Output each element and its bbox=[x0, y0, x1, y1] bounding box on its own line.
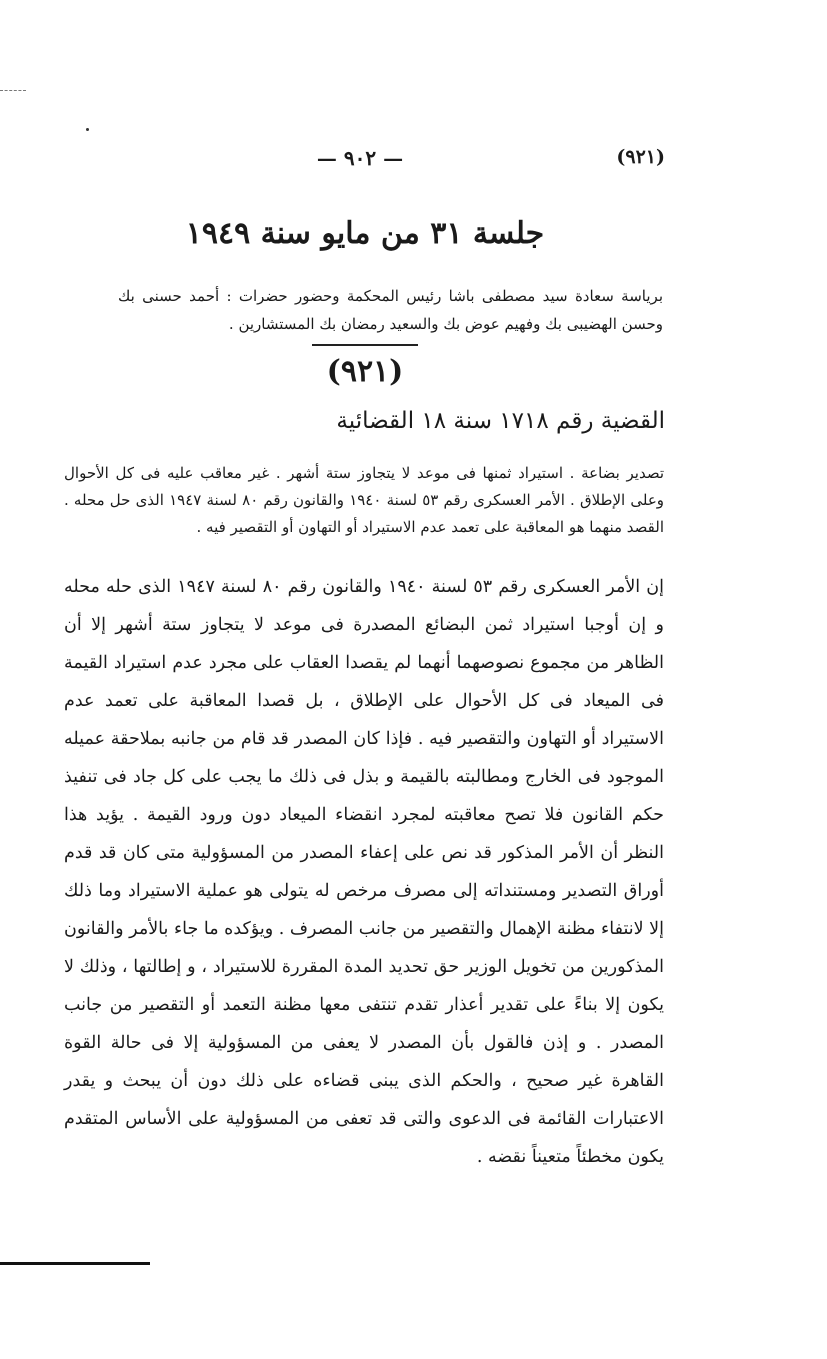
case-divider bbox=[312, 344, 418, 346]
case-summary: تصدير بضاعة . استيراد ثمنها فى موعد لا يتجاوز ستة أشهر . غير معاقب عليه فى كل الأحوال وعلى الإطلاق . الأمر العسكرى رقم ٥٣ لسنة ١٩٤٠ والقانون رقم ٨٠ لسنة ١٩٤٧ الذى حل محله . القصد منهما هو المعاقبة على تعمد عدم الاستيراد أو التهاون أو التقصير فيه . bbox=[64, 464, 665, 536]
case-number: (٩٢١) bbox=[326, 354, 404, 389]
margin-dot bbox=[86, 128, 89, 131]
page-number: — ٩٠٢ — bbox=[316, 146, 404, 170]
presidency-paragraph: برياسة سعادة سيد مصطفى باشا رئيس المحكمة وحضور حضرات : أحمد حسنى بك وحسن الهضيبى بك وفهيم عوض بك والسعيد رمضان بك المستشارين . bbox=[118, 287, 663, 333]
margin-mark bbox=[0, 90, 26, 91]
page-edge-stroke bbox=[0, 1262, 150, 1265]
ruling-paragraph: إن الأمر العسكرى رقم ٥٣ لسنة ١٩٤٠ والقانون رقم ٨٠ لسنة ١٩٤٧ الذى حله محله و إن أوجبا استيراد ثمن البضائع المصدرة فى موعد لا يتجاوز ستة أشهر إلا أن الظاهر من مجموع نصوصهما أنهما لم يقصدا العقاب على مجرد عدم استيراد القيمة فى الميعاد فى كل الأحوال على الإطلاق ، بل قصدا المعاقبة على تعمد عدم الاستيراد أو التهاون والتقصير فيه . فإذا كان المصدر قد قام من جانبه بملاحقة عميله الموجود فى الخارج ومطالبته بالقيمة و بذل فى ذلك ما يجب على كل جاد فى تنفيذ حكم القانون فلا تصح معاقبته لمجرد انقضاء الميعاد دون ورود القيمة . يؤيد هذا النظر أن الأمر المذكور قد نص على إعفاء المصدر من المسؤولية متى كان قد قدم أوراق التصدير ومستنداته إلى مصرف مرخص له يتولى هو عملية الاستيراد وما ذلك إلا لانتفاء مظنة الإهمال والتقصير من جانب المصرف . ويؤكده ما جاء بالأمر والقانون المذكورين من تخويل الوزير حق تحديد المدة المقررة للاستيراد ، و إطالتها ، وذلك لا يكون إلا بناءً على تقدير أعذار تقدم تنتفى معها مظنة التعمد أو التقصير من جانب المصدر . و إذن فالقول بأن المصدر لا يعفى من المسؤولية إلا فى حالة القوة القاهرة غير صحيح ، والحكم الذى يبنى قضاءه على ذلك دون أن يبحث و يقدر الاعتبارات القائمة فى الدعوى والتى قد تعفى من المسؤولية على الأساس المتقدم يكون مخطئاً متعيناً نقضه . bbox=[64, 577, 664, 1167]
case-title: القضية رقم ١٧١٨ سنة ١٨ القضائية bbox=[336, 408, 665, 434]
session-title: جلسة ٣١ من مايو سنة ١٩٤٩ bbox=[185, 216, 545, 251]
running-case-number: (٩٢١) bbox=[616, 146, 665, 168]
